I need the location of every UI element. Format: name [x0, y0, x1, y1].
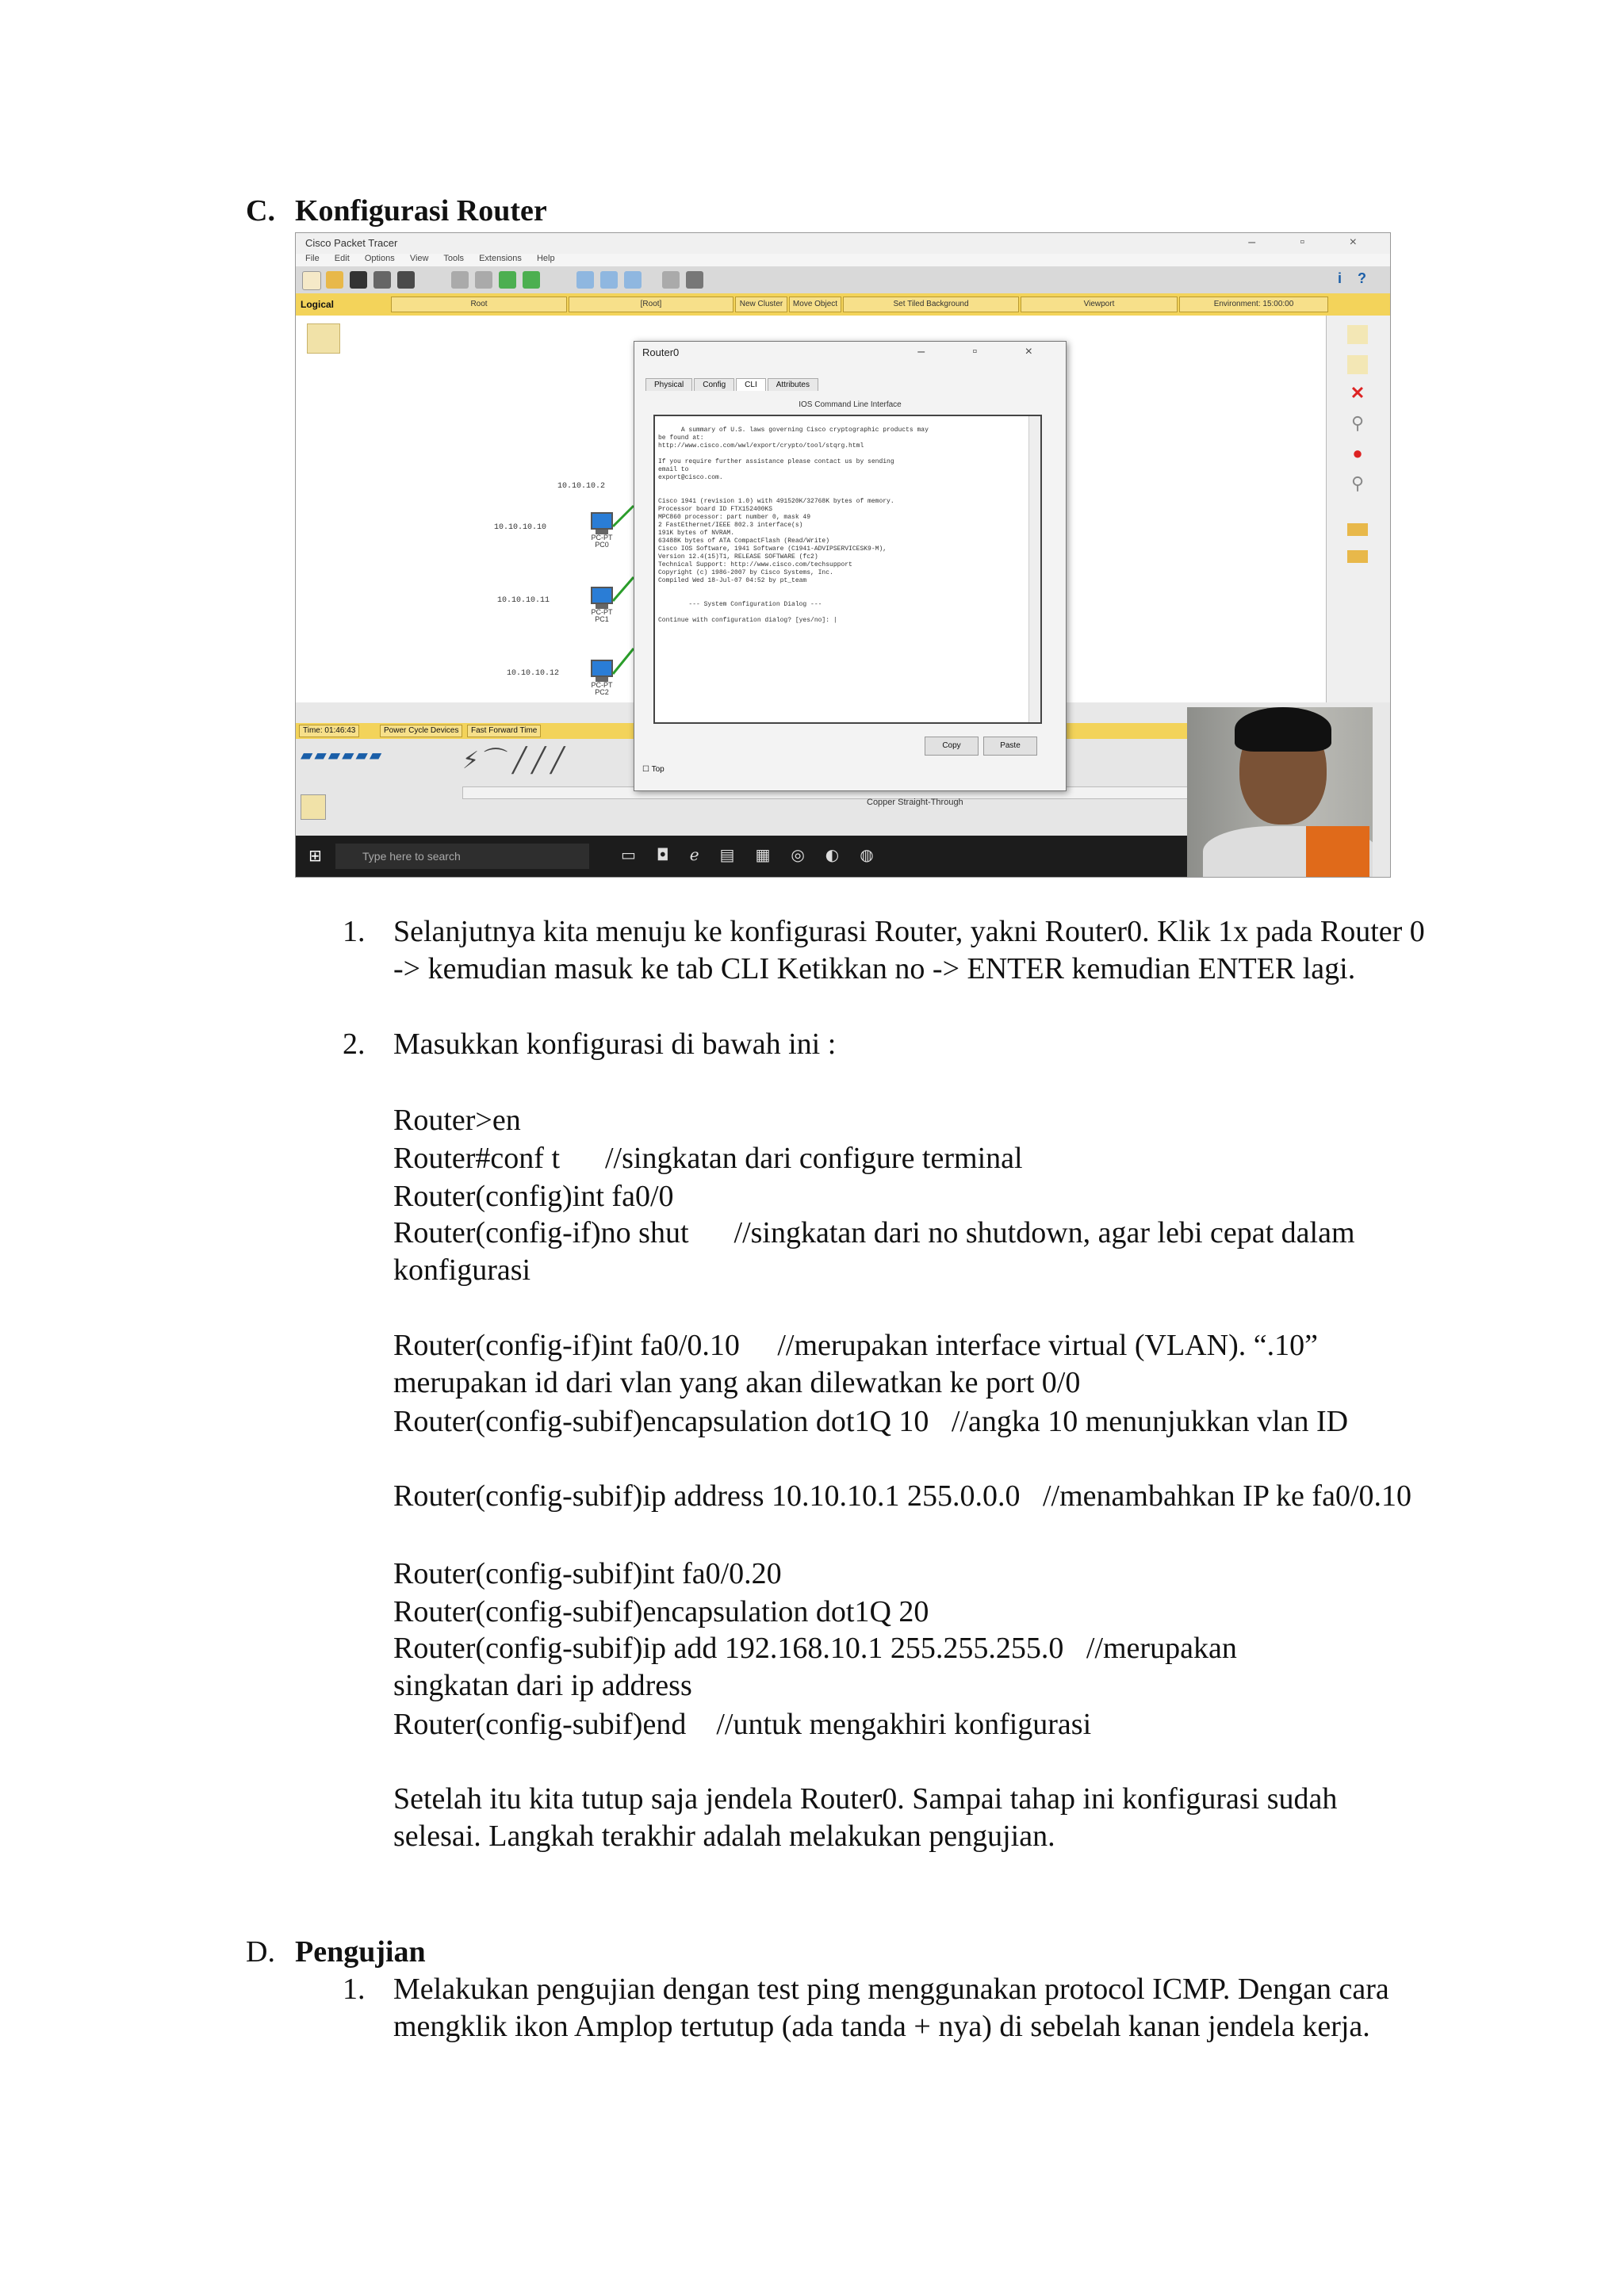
tab-config[interactable]: Config — [694, 378, 734, 391]
new-cluster-button[interactable]: New Cluster — [735, 297, 787, 312]
root-path-button[interactable]: [Root] — [569, 297, 733, 312]
router0-dialog — [634, 341, 1067, 791]
dialog-title: Router0 — [642, 346, 680, 358]
add-complex-pdu-icon[interactable] — [1347, 550, 1368, 563]
config-line: Router(config-subif)encapsulation dot1Q 20 — [393, 1595, 929, 1628]
draw-shape-icon[interactable]: ● — [1352, 443, 1363, 463]
pc-ip-label: 10.10.10.2 — [557, 482, 606, 491]
pc-ip-label: 10.10.10.10 — [494, 523, 547, 532]
pc-ip-label: 10.10.10.11 — [497, 596, 550, 605]
root-button[interactable]: Root — [391, 297, 567, 312]
menu-edit[interactable]: Edit — [334, 254, 350, 263]
config-line: Router(config-subif)end //untuk mengakhiri konfigurasi — [393, 1708, 1092, 1741]
window-controls: – ▫ × — [1248, 235, 1377, 249]
list-text: Masukkan konfigurasi di bawah ini : — [393, 1027, 837, 1061]
inspect-icon[interactable]: ⚲ — [1350, 413, 1365, 433]
undo-icon[interactable] — [499, 271, 516, 289]
config-line: Router(config-subif)ip add 192.168.10.1 255.255.255.0 //merupakan singkatan dari ip address — [393, 1632, 1245, 1702]
config-line: Router>en — [393, 1104, 521, 1137]
console-text: A summary of U.S. laws governing Cisco cryptographic products may be found at: http://www.cisco.com/wwl/export/crypto/tool/stqrg.html If you require further assistance please contact us by sending email to export@cisco.com. Cisco 1941 (revision 1.0) with 491520K/32768K bytes of memory. Processor board ID FTX152400KS MPC860 processor: part number 0, mask 49 2 FastEthernet/IEEE 802.3 interface(s) 191K bytes of NVRAM. 63488K bytes of ATA CompactFlash (Read/Write) Cisco IOS Software, 1941 Software (C1941-ADVIPSERVICESK9-M), Version 12.4(15)T1, RELEASE SOFTWARE (fc2) Technical Support: http://www.cisco.com/techsupport Copyright (c) 1986-2007 by Cisco Systems, Inc. Compiled Wed 18-Jul-07 04:52 by pt_team --- System Configuration Dialog --- Continue with configuration dialog? [yes/no]: | — [658, 427, 929, 624]
config-line: Router(config-if)no shut //singkatan dari no shutdown, agar lebi cepat dalam konfigurasi — [393, 1216, 1363, 1287]
config-line: Router(config-subif)ip address 10.10.10.1 255.0.0.0 //menambahkan IP ke fa0/0.10 — [393, 1479, 1412, 1513]
print-icon[interactable] — [373, 271, 391, 289]
set-tiled-background-button[interactable]: Set Tiled Background — [843, 297, 1019, 312]
list-text: Melakukan pengujian dengan test ping menggunakan protocol ICMP. Dengan cara mengklik ikon Amplop tertutup (ada tanda + nya) di sebelah kanan jendela kerja. — [393, 1973, 1389, 2043]
section-c-letter: C. — [246, 194, 275, 228]
redo-icon[interactable] — [523, 271, 540, 289]
move-object-button[interactable]: Move Object — [789, 297, 841, 312]
config-line: Router(config)int fa0/0 — [393, 1180, 674, 1213]
section-d-letter: D. — [246, 1935, 275, 1969]
device-category-icons[interactable]: ▰▰▰▰▰▰ — [301, 745, 384, 764]
zoom-in-icon[interactable] — [576, 271, 594, 289]
copy-button[interactable]: Copy — [925, 737, 979, 756]
right-tool-palette — [1326, 316, 1390, 702]
selected-device-icon[interactable] — [301, 794, 326, 820]
custom-devices-icon[interactable] — [686, 271, 703, 289]
menu-file[interactable]: File — [305, 254, 320, 263]
resize-icon[interactable]: ⚲ — [1350, 473, 1365, 493]
list-item — [343, 1026, 1437, 1063]
taskbar-app-icons[interactable]: ▭◘ℯ▤▦◎◐◍ — [621, 845, 894, 864]
list-number: 1. — [343, 915, 366, 948]
cluster-icon[interactable] — [307, 323, 340, 354]
help-icons[interactable]: i? — [1338, 270, 1382, 286]
section-c-title: Konfigurasi Router — [295, 194, 547, 228]
add-simple-pdu-icon[interactable] — [1347, 523, 1368, 536]
pc1-device[interactable]: PC-PT PC1 — [589, 587, 615, 618]
viewport-button[interactable]: Viewport — [1021, 297, 1178, 312]
paste-icon[interactable] — [475, 271, 492, 289]
config-line: Router(config-subif)encapsulation dot1Q 10 //angka 10 menunjukkan vlan ID — [393, 1405, 1349, 1438]
cli-console[interactable] — [653, 415, 1042, 724]
taskbar-search[interactable]: Type here to search — [335, 844, 589, 869]
paste-button[interactable]: Paste — [983, 737, 1037, 756]
drawing-palette-icon[interactable] — [662, 271, 680, 289]
section-d-title: Pengujian — [295, 1935, 426, 1969]
config-line: Router(config-subif)int fa0/0.20 — [393, 1557, 782, 1590]
open-folder-icon[interactable] — [326, 271, 343, 289]
activity-wizard-icon[interactable] — [397, 271, 415, 289]
ios-cli-header: IOS Command Line Interface — [799, 400, 902, 409]
save-icon[interactable] — [350, 271, 367, 289]
select-icon[interactable] — [1347, 325, 1368, 344]
webcam-overlay — [1187, 707, 1390, 877]
time-display: Time: 01:46:43 — [299, 725, 359, 737]
menu-help[interactable]: Help — [536, 254, 555, 263]
app-title: Cisco Packet Tracer — [305, 237, 398, 249]
copy-icon[interactable] — [451, 271, 469, 289]
zoom-out-icon[interactable] — [624, 271, 642, 289]
packet-tracer-screenshot — [295, 232, 1391, 878]
pc2-device[interactable]: PC-PT PC2 — [589, 660, 615, 691]
config-line: Router#conf t //singkatan dari configure terminal — [393, 1142, 1023, 1175]
zoom-reset-icon[interactable] — [600, 271, 618, 289]
closing-paragraph: Setelah itu kita tutup saja jendela Router0. Sampai tahap ini konfigurasi sudah selesai. Langkah terakhir adalah melakukan pengujian. — [393, 1782, 1338, 1853]
section-d-heading — [246, 1934, 426, 1969]
menu-options[interactable]: Options — [364, 254, 395, 263]
menu-tools[interactable]: Tools — [443, 254, 465, 263]
config-line: Router(config-if)int fa0/0.10 //merupakan interface virtual (VLAN). “.10” merupakan id dari vlan yang akan dilewatkan ke port 0/0 — [393, 1329, 1326, 1399]
cable-type-icons[interactable]: ⚡⌒╱╱╱ — [462, 747, 570, 775]
tab-cli[interactable]: CLI — [736, 378, 766, 391]
tab-physical[interactable]: Physical — [645, 378, 692, 391]
cable-type-label: Copper Straight-Through — [867, 798, 963, 807]
logical-label[interactable]: Logical — [301, 299, 335, 310]
tab-attributes[interactable]: Attributes — [768, 378, 818, 391]
list-number: 2. — [343, 1027, 366, 1061]
dialog-window-controls[interactable]: – ▫ × — [917, 345, 1055, 358]
top-checkbox-label: Top — [651, 765, 665, 774]
power-cycle-button[interactable]: Power Cycle Devices — [380, 725, 462, 737]
menu-bar — [296, 254, 1390, 266]
dialog-tabs — [645, 378, 820, 391]
environment-button[interactable]: Environment: 15:00:00 — [1179, 297, 1328, 312]
menu-extensions[interactable]: Extensions — [479, 254, 522, 263]
list-item — [343, 913, 1437, 988]
main-toolbar — [296, 266, 1390, 294]
windows-start-icon[interactable]: ⊞ — [308, 846, 322, 865]
app-titlebar — [296, 233, 1390, 254]
menu-view[interactable]: View — [409, 254, 429, 263]
list-number: 1. — [343, 1973, 366, 2006]
fast-forward-button[interactable]: Fast Forward Time — [467, 725, 541, 737]
note-icon[interactable] — [1347, 355, 1368, 374]
list-item — [343, 1971, 1437, 2045]
top-checkbox[interactable]: ☐ Top — [642, 765, 665, 774]
pc0-device[interactable]: PC-PT PC0 — [589, 512, 615, 544]
pc-ip-label: 10.10.10.12 — [507, 669, 560, 678]
logical-workspace-bar — [296, 293, 1390, 316]
section-c-heading — [246, 193, 547, 228]
list-text: Selanjutnya kita menuju ke konfigurasi Router, yakni Router0. Klik 1x pada Router 0 -> kemudian masuk ke tab CLI Ketikkan no -> ENTER kemudian ENTER lagi. — [393, 915, 1425, 985]
delete-icon[interactable]: ✕ — [1350, 383, 1365, 403]
console-scrollbar[interactable] — [1028, 416, 1040, 722]
new-file-icon[interactable] — [302, 271, 321, 290]
